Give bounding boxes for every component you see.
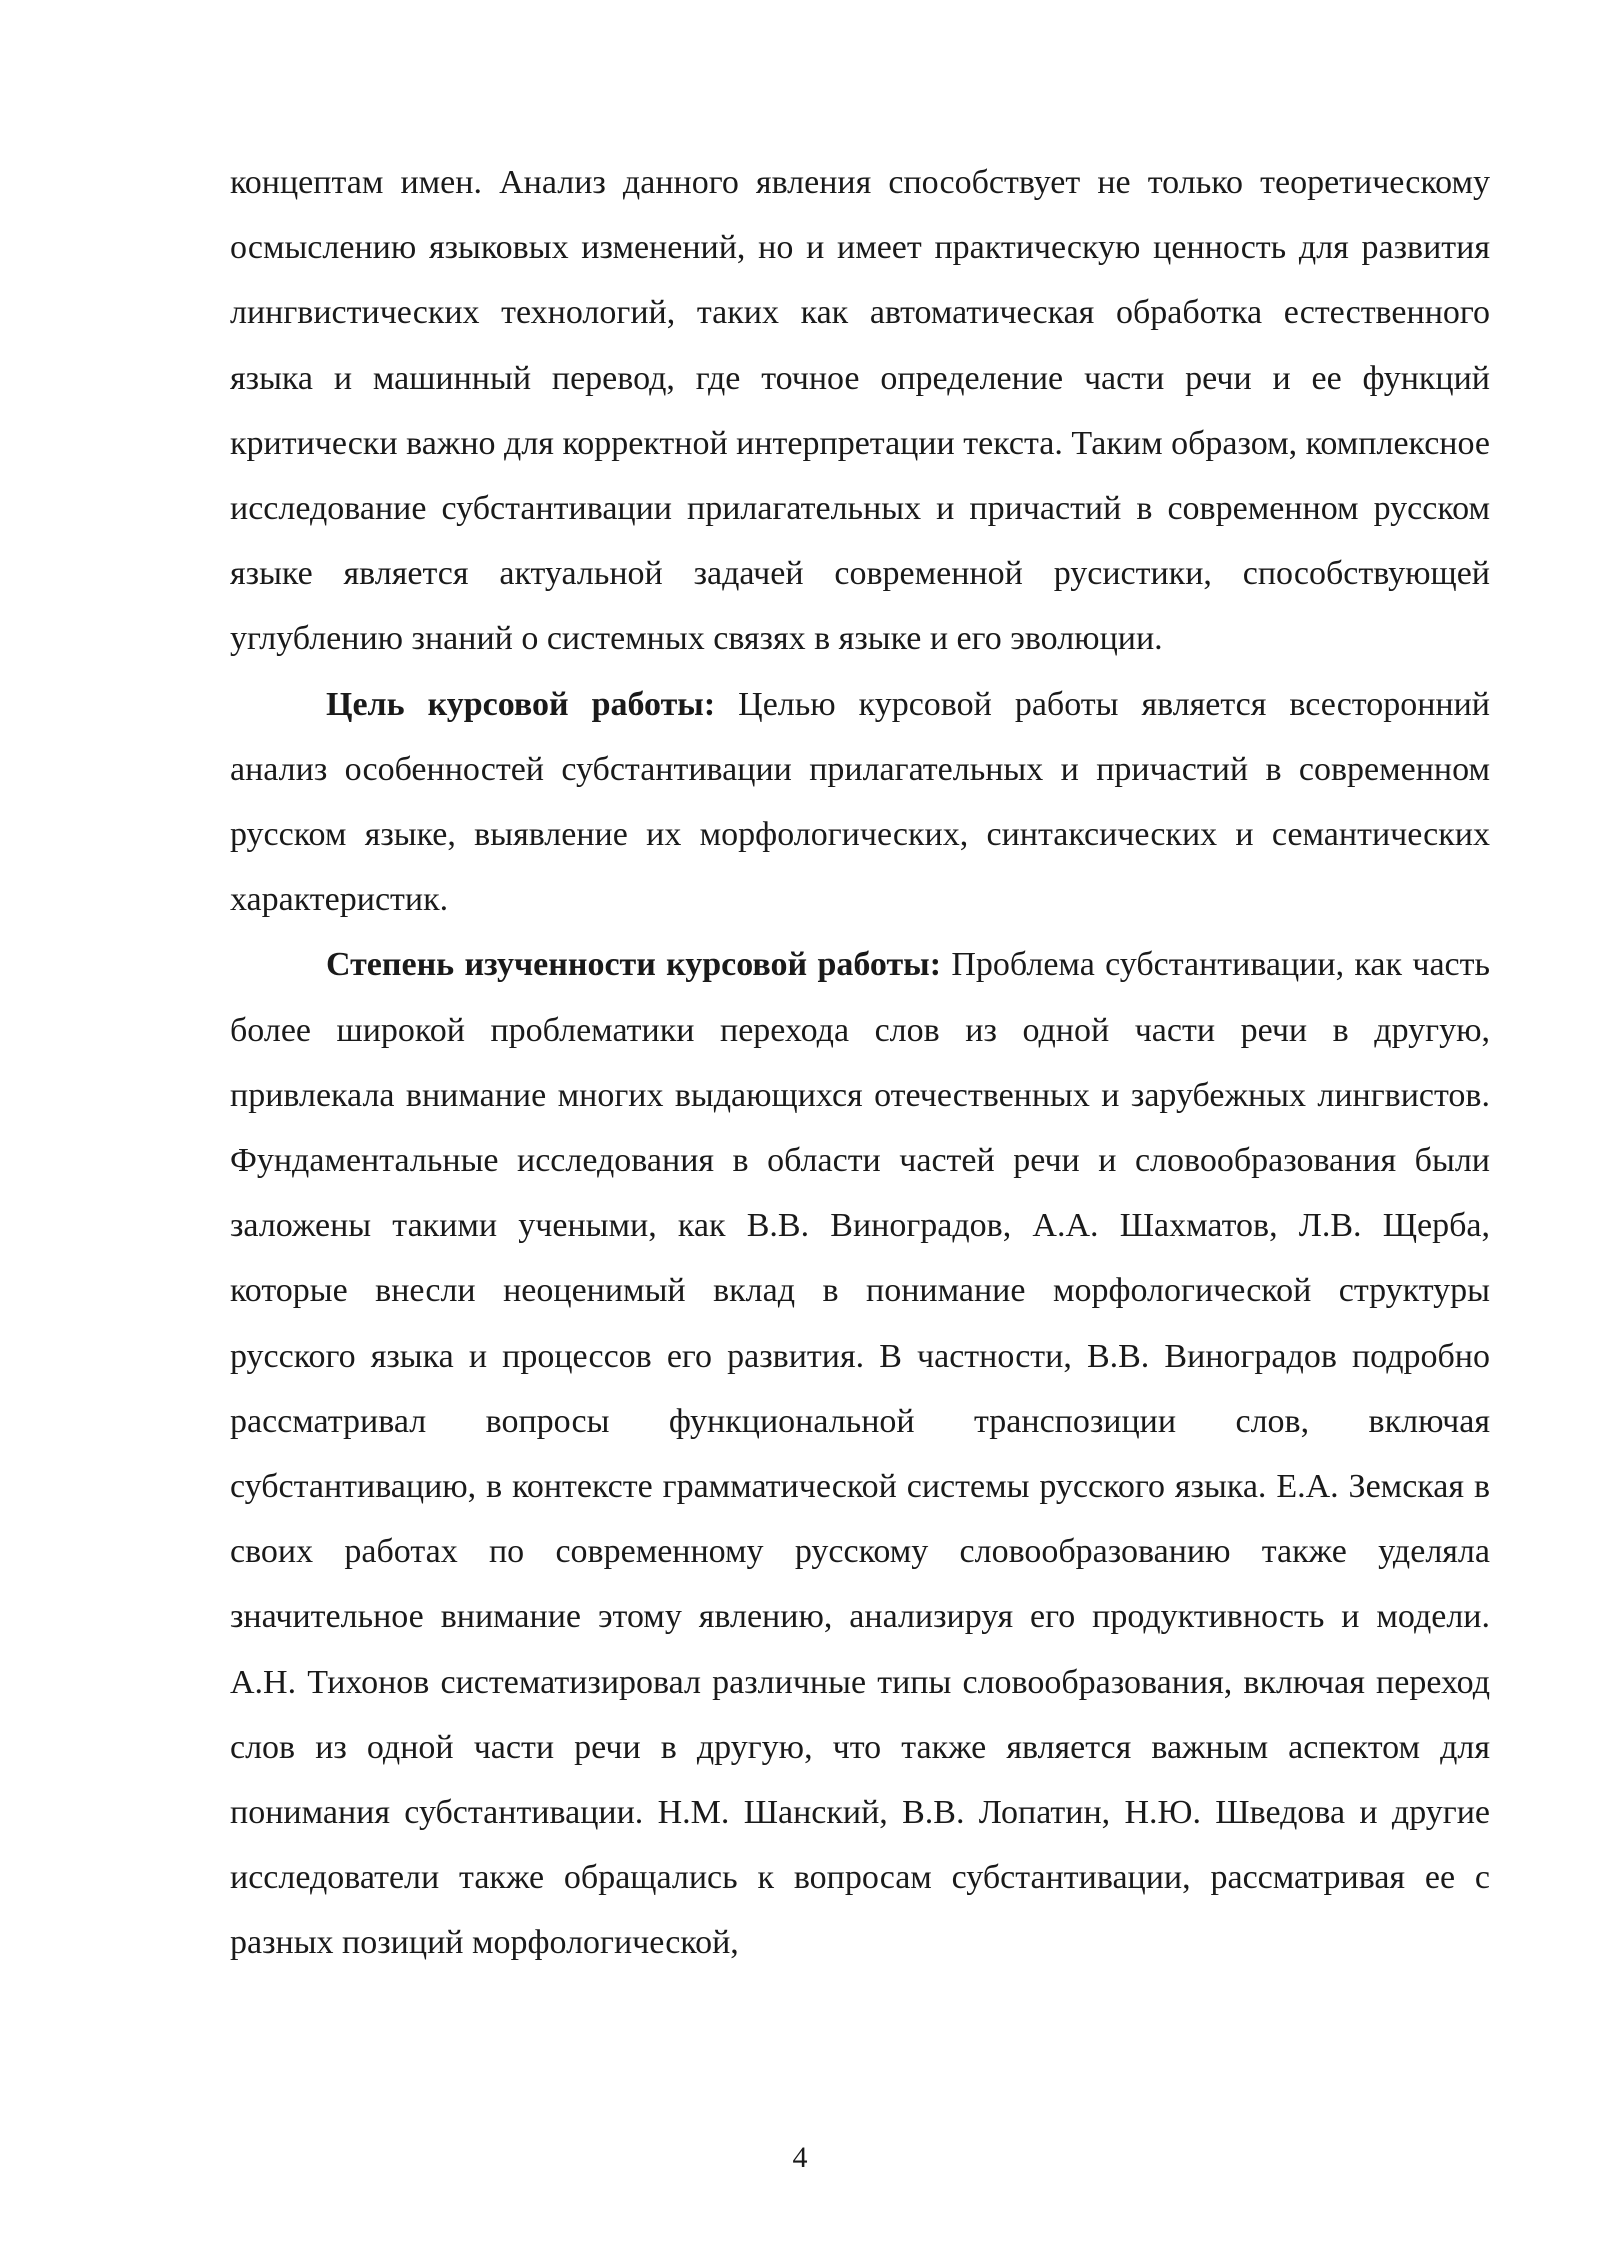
paragraph-goal-text: Целью курсовой работы является всесторонний анализ особенностей субстантивации прилагательных и причастий в современном русском языке, выявление их морфологических, синтаксических и семантических характеристик. [230,685,1490,919]
body-text [230,150,1490,1976]
paragraph-degree-of-study [230,932,1490,1975]
page-number: 4 [792,2141,808,2174]
paragraph-goal [230,672,1490,933]
paragraph-degree-of-study-text: Проблема субстантивации, как часть более широкой проблематики перехода слов из одной части речи в другую, привлекала внимание многих выдающихся отечественных и зарубежных лингвистов. Фундаментальные исследования в области частей речи и словообразования были заложены такими учеными, как В.В. Виноградов, А.А. Шахматов, Л.В. Щерба, которые внесли неоценимый вклад в понимание морфологической структуры русского языка и процессов его развития. В частности, В.В. Виноградов подробно рассматривал вопросы функциональной транспозиции слов, включая субстантивацию, в контексте грамматической системы русского языка. Е.А. Земская в своих работах по современному русскому словообразованию также уделяла значительное внимание этому явлению, анализируя его продуктивность и модели. А.Н. Тихонов систематизировал различные типы словообразования, включая переход слов из одной части речи в другую, что также является важным аспектом для понимания субстантивации. Н.М. Шанский, В.В. Лопатин, Н.Ю. Шведова и другие исследователи также обращались к вопросам субстантивации, рассматривая ее с разных позиций морфологической, [230,946,1490,1962]
paragraph-degree-of-study-heading: Степень изученности курсовой работы: [326,946,942,984]
paragraph-continuation-text: концептам имен. Анализ данного явления способствует не только теоретическому осмыслению языковых изменений, но и имеет практическую ценность для развития лингвистических технологий, таких как автоматическая обработка естественного языка и машинный перевод, где точное определение части речи и ее функций критически важно для корректной интерпретации текста. Таким образом, комплексное исследование субстантивации прилагательных и причастий в современном русском языке является актуальной задачей современной русистики, способствующей углублению знаний о системных связях в языке и его эволюции. [230,164,1490,658]
paragraph-goal-heading: Цель курсовой работы: [326,685,716,723]
paragraph-continuation [230,150,1490,672]
